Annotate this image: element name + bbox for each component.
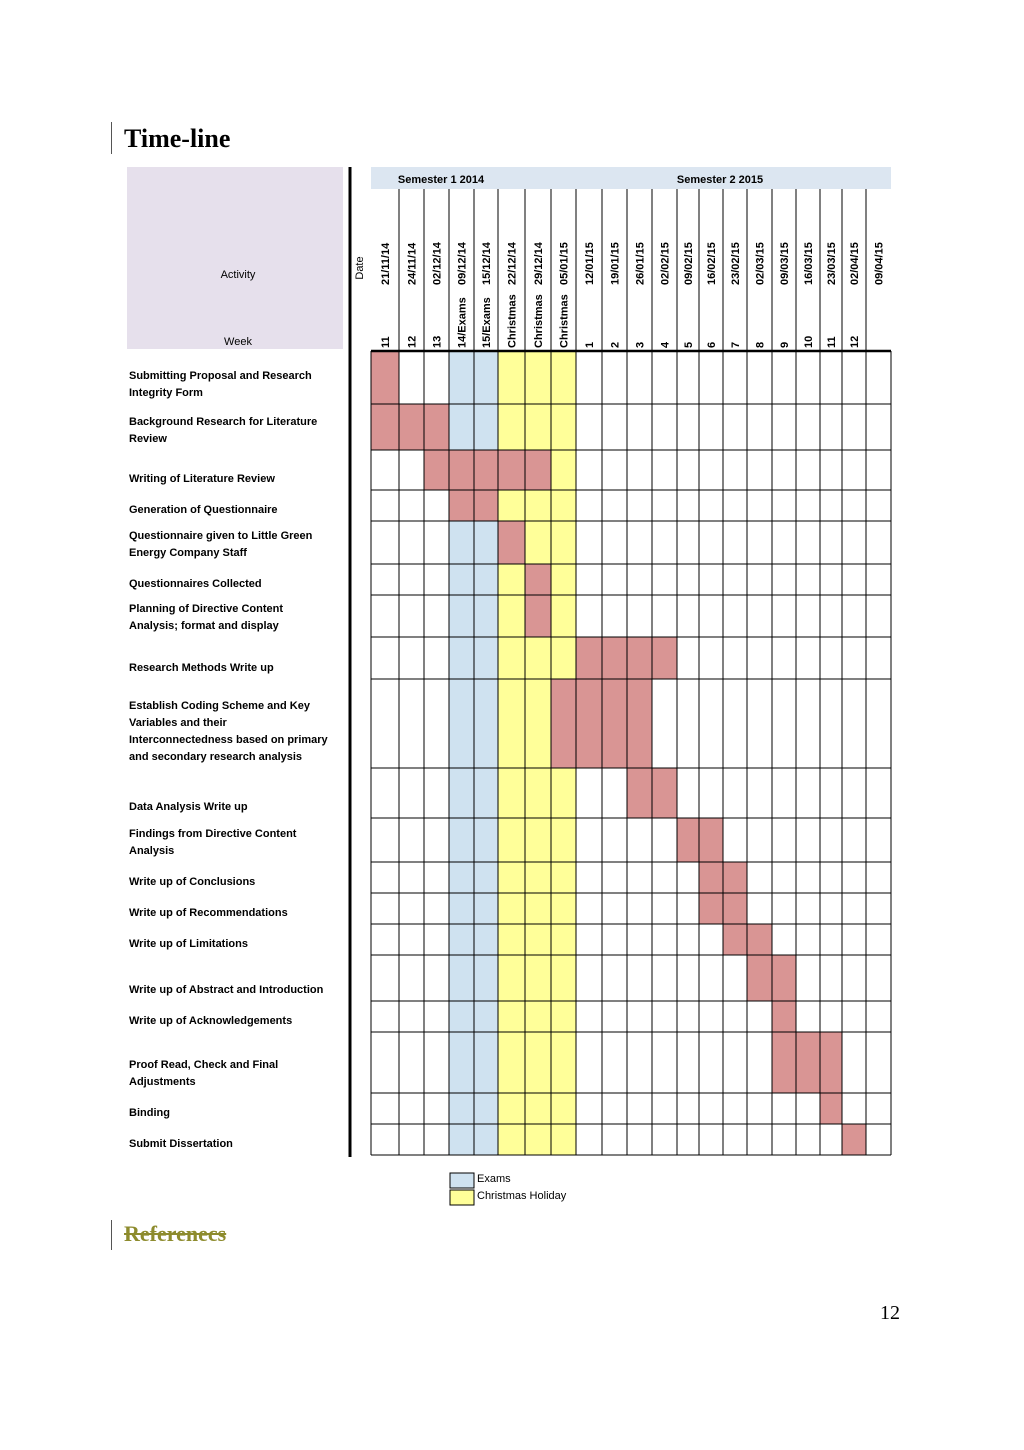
task-bar-cell — [449, 490, 474, 521]
task-label: Generation of Questionnaire — [129, 504, 278, 516]
semester-2-label: Semester 2 2015 — [676, 174, 764, 186]
task-bar-cell — [424, 450, 449, 490]
column-date-label: 22/12/14 — [506, 242, 519, 285]
column-week-label: 3 — [634, 341, 647, 348]
column-week-label: Christmas — [533, 294, 545, 348]
column-week-label: 11 — [826, 336, 838, 348]
task-label: Energy Company Staff — [129, 547, 247, 559]
column-date-label: 05/01/15 — [558, 242, 571, 285]
task-label: Background Research for Literature — [129, 416, 318, 428]
task-bar-cell — [796, 1032, 820, 1093]
column-date-label: 09/03/15 — [779, 242, 791, 285]
task-bar-cell — [842, 1124, 866, 1155]
column-week-label: 2 — [609, 341, 622, 348]
column-date-label: 26/01/15 — [634, 242, 647, 285]
column-date-label: 02/04/15 — [849, 242, 861, 285]
task-bar-cell — [627, 768, 652, 818]
legend-exams-swatch — [450, 1173, 474, 1188]
column-week-label: 8 — [754, 341, 767, 348]
task-bar-cell — [820, 1032, 842, 1093]
column-week-label: 14/Exams — [456, 297, 469, 348]
column-week-label: 12 — [406, 335, 419, 348]
page-number: 12 — [880, 1302, 900, 1324]
task-bar-cell — [576, 679, 602, 768]
column-date-label: 09/04/15 — [873, 242, 886, 285]
column-date-label: 23/03/15 — [826, 242, 838, 285]
column-week-label: 7 — [730, 341, 742, 348]
task-label: Proof Read, Check and Final — [129, 1059, 279, 1071]
task-label: Binding — [129, 1107, 170, 1119]
task-label: Planning of Directive Content — [129, 603, 284, 615]
task-bar-cell — [371, 404, 399, 450]
references-marker — [111, 1220, 112, 1250]
column-week-label: 4 — [659, 341, 672, 348]
task-bar-cell — [371, 351, 399, 404]
task-bar-cell — [747, 955, 772, 1001]
legend-exams-label: Exams — [477, 1173, 511, 1185]
column-date-label: 02/03/15 — [754, 242, 767, 285]
task-label: Submitting Proposal and Research — [129, 370, 312, 382]
task-label: Interconnectedness based on primary — [129, 734, 328, 746]
column-date-label: 24/11/14 — [406, 242, 419, 285]
task-label: Variables and their — [129, 717, 227, 729]
semester-1-label: Semester 1 2014 — [397, 174, 485, 186]
column-week-label: Christmas — [558, 294, 571, 348]
references-heading: Referenecs — [124, 1221, 227, 1246]
task-bar-cell — [652, 637, 677, 679]
task-bar-cell — [602, 637, 627, 679]
column-week-label: 5 — [683, 341, 695, 348]
column-date-label: 02/02/15 — [659, 242, 672, 285]
column-date-label: 09/12/14 — [456, 242, 469, 285]
task-label: Analysis — [129, 845, 175, 857]
week-label: Week — [224, 336, 252, 348]
task-bar-cell — [474, 490, 498, 521]
task-label: Integrity Form — [129, 387, 203, 399]
task-bar-cell — [772, 1032, 796, 1093]
task-label: Questionnaires Collected — [129, 578, 262, 590]
column-week-label: 9 — [779, 341, 791, 348]
task-bar-cell — [576, 637, 602, 679]
task-label: Writing of Literature Review — [129, 473, 275, 485]
task-bar-cell — [652, 768, 677, 818]
activity-header-cell — [127, 167, 343, 349]
task-bar-cell — [602, 679, 627, 768]
column-week-label: 12 — [849, 335, 861, 348]
task-label: Write up of Conclusions — [129, 876, 256, 888]
task-bar-cell — [699, 862, 723, 893]
task-bar-cell — [747, 924, 772, 955]
task-label: Write up of Limitations — [129, 938, 248, 950]
date-label: Date — [354, 256, 366, 280]
column-date-label: 29/12/14 — [533, 242, 545, 285]
task-bar-cell — [723, 924, 747, 955]
column-date-label: 19/01/15 — [609, 242, 622, 285]
task-label: Analysis; format and display — [129, 620, 279, 632]
task-label: Write up of Acknowledgements — [129, 1015, 293, 1027]
task-bar-cell — [723, 862, 747, 893]
task-bar-cell — [498, 521, 525, 564]
column-date-label: 23/02/15 — [730, 242, 742, 285]
column-week-label: 15/Exams — [481, 297, 493, 348]
task-label: Submit Dissertation — [129, 1138, 233, 1150]
column-week-label: 13 — [431, 335, 444, 348]
task-label: and secondary research analysis — [129, 751, 303, 763]
task-label: Review — [129, 433, 167, 445]
task-bar-cell — [677, 818, 699, 862]
column-date-label: 16/02/15 — [706, 242, 718, 285]
task-bar-cell — [699, 818, 723, 862]
task-bar-cell — [525, 595, 551, 637]
task-bar-cell — [627, 637, 652, 679]
page-title: Time-line — [124, 124, 231, 153]
column-date-label: 16/03/15 — [803, 242, 815, 285]
task-bar-cell — [723, 893, 747, 924]
column-date-label: 02/12/14 — [431, 242, 444, 285]
task-label: Adjustments — [129, 1076, 196, 1088]
column-date-label: 12/01/15 — [584, 242, 596, 285]
column-date-label: 15/12/14 — [481, 242, 493, 285]
task-label: Data Analysis Write up — [129, 801, 248, 813]
task-label: Questionnaire given to Little Green — [129, 530, 313, 542]
task-label: Establish Coding Scheme and Key — [129, 700, 310, 712]
task-bar-cell — [525, 564, 551, 595]
column-week-label: Christmas — [506, 294, 519, 348]
task-bar-cell — [820, 1093, 842, 1124]
task-label: Findings from Directive Content — [129, 828, 297, 840]
legend-christmas-label: Christmas Holiday — [477, 1190, 567, 1202]
task-bar-cell — [551, 679, 576, 768]
task-bar-cell — [474, 450, 498, 490]
task-label: Research Methods Write up — [129, 662, 274, 674]
task-label: Write up of Recommendations — [129, 907, 288, 919]
column-date-label: 21/11/14 — [380, 242, 392, 285]
task-bar-cell — [498, 450, 525, 490]
task-bar-cell — [424, 404, 449, 450]
legend-christmas-swatch — [450, 1190, 474, 1205]
task-bar-cell — [772, 955, 796, 1001]
activity-label: Activity — [220, 269, 256, 281]
task-bar-cell — [399, 404, 424, 450]
task-bar-cell — [627, 679, 652, 768]
column-week-label: 11 — [380, 336, 392, 348]
task-bar-cell — [525, 450, 551, 490]
task-label: Write up of Abstract and Introduction — [129, 984, 324, 996]
column-week-label: 6 — [706, 341, 718, 348]
column-week-label: 1 — [584, 341, 596, 348]
column-week-label: 10 — [803, 335, 815, 348]
task-bar-cell — [449, 450, 474, 490]
task-bar-cell — [772, 1001, 796, 1032]
task-bar-cell — [699, 893, 723, 924]
column-date-label: 09/02/15 — [683, 242, 695, 285]
